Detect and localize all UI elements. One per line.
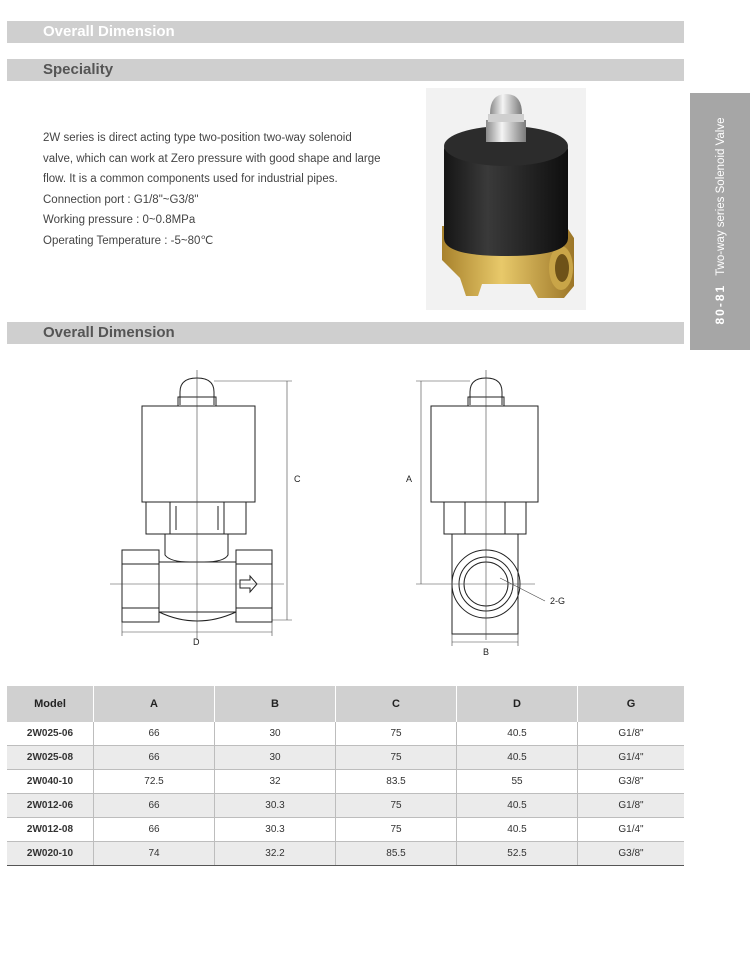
spec-line-1: 2W series is direct acting type two-position two-way solenoid [43,132,352,144]
dim-label-g: 2-G [550,596,566,606]
cell-b: 30 [215,722,336,746]
cell-b: 30.3 [215,818,336,842]
table-header-row [7,686,684,722]
dim-label-b: B [483,647,490,657]
speciality-header-bar [7,59,684,81]
spec-working-pressure: Working pressure : 0~0.8MPa [43,214,196,227]
cell-model: 2W012-08 [7,818,94,842]
cell-model: 2W040-10 [7,770,94,794]
cell-a: 74 [94,842,215,866]
spec-connection-port: Connection port : G1/8"~G3/8" [43,193,199,206]
overall-dimension-header-bar [7,21,684,43]
cell-d: 40.5 [457,794,578,818]
solenoid-valve-photo [426,88,586,310]
table-row [7,842,684,866]
cell-c: 75 [336,746,457,770]
side-tab-label: Two-way series Solenoid Valve [715,117,727,276]
overall-dimension-top-title: Overall Dimension [43,23,175,40]
cell-model: 2W025-06 [7,722,94,746]
speciality-title: Speciality [43,61,114,78]
spec-line-2: valve, which can work at Zero pressure with good shape and large [43,152,381,165]
cell-b: 32 [215,770,336,794]
cell-a: 66 [94,722,215,746]
cell-c: 75 [336,818,457,842]
cell-model: 2W025-08 [7,746,94,770]
cell-d: 40.5 [457,746,578,770]
th-c: C [336,686,457,722]
cell-g: G1/8" [578,794,685,818]
cell-g: G1/4" [578,746,685,770]
th-b: B [215,686,336,722]
cell-a: 66 [94,818,215,842]
dimension-title: Overall Dimension [43,324,175,341]
cell-d: 40.5 [457,722,578,746]
table-row [7,770,684,794]
dimension-header-bar [7,322,684,344]
dim-label-d: D [193,637,200,647]
cell-g: G1/4" [578,818,685,842]
spec-operating-temperature: Operating Temperature : -5~80℃ [43,234,214,247]
dim-label-c: C [294,474,301,484]
spec-line-3: flow. It is a common components used for industrial pipes. [43,173,338,186]
cell-a: 66 [94,794,215,818]
th-a: A [94,686,215,722]
side-tab-text [713,117,727,324]
cell-model: 2W012-06 [7,794,94,818]
table-row [7,818,684,842]
cell-model: 2W020-10 [7,842,94,866]
cell-b: 30.3 [215,794,336,818]
dim-label-a: A [406,474,413,484]
side-tab-pages: 80-81 [713,283,727,325]
cell-c: 85.5 [336,842,457,866]
th-d: D [457,686,578,722]
cell-d: 52.5 [457,842,578,866]
cell-a: 72.5 [94,770,215,794]
cell-d: 55 [457,770,578,794]
cell-b: 32.2 [215,842,336,866]
table-row [7,746,684,770]
cell-g: G3/8" [578,842,685,866]
cell-g: G1/8" [578,722,685,746]
dimension-drawings [0,350,690,660]
cell-d: 40.5 [457,818,578,842]
side-tab [690,93,750,350]
table-row [7,794,684,818]
cell-c: 83.5 [336,770,457,794]
valve-side-drawing [431,378,538,634]
cell-b: 30 [215,746,336,770]
table-row [7,722,684,746]
th-g: G [578,686,685,722]
cell-g: G3/8" [578,770,685,794]
cell-a: 66 [94,746,215,770]
spec-table [7,686,684,866]
cell-c: 75 [336,722,457,746]
th-model: Model [7,686,94,722]
cell-c: 75 [336,794,457,818]
speciality-description [43,128,393,252]
